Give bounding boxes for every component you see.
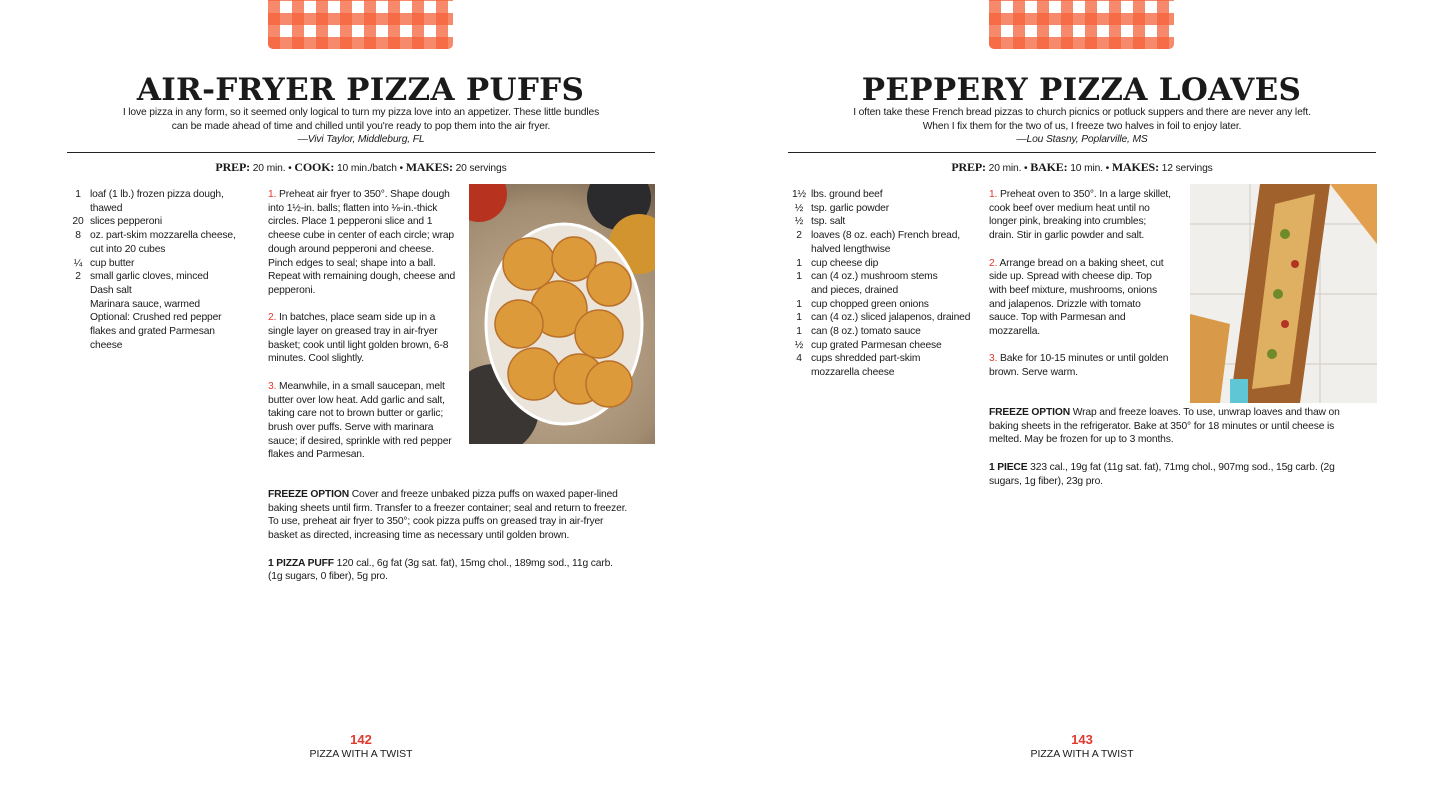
ingredient-quantity: ½ (794, 339, 804, 351)
byline: —Lou Stasny, Poplarville, MS (1016, 134, 1148, 146)
ingredient-text: cup butter (90, 257, 135, 269)
nutrition-facts (989, 461, 1344, 488)
ingredient-row (789, 243, 984, 257)
ingredient-quantity (68, 284, 88, 298)
ingredient-list (68, 188, 258, 352)
ingredient-row (789, 352, 984, 366)
page-footer (982, 732, 1182, 760)
freeze-option (989, 406, 1344, 447)
servings: 20 servings (455, 163, 507, 174)
bake-time: 10 min. • (1070, 163, 1110, 174)
step-number: 1. (268, 189, 277, 200)
recipe-title: AIR-FRYER PIZZA PUFFS (136, 72, 585, 108)
ingredient-text: loaf (1 lb.) frozen pizza dough, (90, 189, 224, 200)
section-title: PIZZA WITH A TWIST (309, 748, 413, 760)
ingredient-text: and pieces, drained (811, 284, 899, 296)
nutrition-label: 1 PIZZA PUFF (268, 557, 334, 569)
ingredient-row (68, 325, 258, 339)
directions (989, 188, 1171, 394)
direction-step (989, 188, 1171, 243)
pizza-puffs-illustration (469, 184, 655, 444)
gingham-banner (268, 0, 453, 49)
right-page (721, 0, 1442, 800)
nutrition-label: 1 PIECE (989, 461, 1028, 473)
divider (67, 152, 655, 153)
ingredient-row (789, 215, 984, 229)
recipe-meta (788, 160, 1376, 175)
ingredient-row (789, 298, 984, 312)
left-page (0, 0, 721, 800)
ingredient-text: Optional: Crushed red pepper (90, 312, 222, 324)
step-text: Meanwhile, in a small saucepan, melt butter over low heat. Add garlic and salt, taking care not to brown butter or garlic; brush over puffs. Serve with marinara sauce; if desired, sprinkle with red pepper flakes and Parmesan. (268, 380, 452, 461)
ingredient-row (68, 188, 258, 202)
ingredient-quantity: 1 (796, 326, 802, 338)
ingredient-text: can (4 oz.) mushroom stems (811, 271, 938, 283)
ingredient-quantity: ¼ (73, 257, 83, 269)
ingredient-row (789, 229, 984, 243)
direction-step (268, 188, 456, 298)
recipe-intro (788, 106, 1376, 147)
ingredient-text: cups shredded part-skim (811, 353, 921, 365)
bake-label: BAKE: (1030, 160, 1068, 174)
freeze-text: Wrap and freeze loaves. To use, unwrap loaves and thaw on baking sheets in the refrigerator. Bake at 350° for 18 minutes or until cheese is melted. May be frozen for up to 3 months. (989, 407, 1340, 446)
ingredient-quantity: 1½ (791, 189, 806, 200)
ingredient-text: flakes and grated Parmesan (90, 326, 215, 338)
page-number: 142 (350, 732, 372, 747)
ingredient-quantity (68, 202, 88, 216)
ingredient-text: cup cheese dip (811, 257, 879, 269)
step-number: 2. (268, 312, 277, 324)
ingredient-row (68, 298, 258, 312)
intro-line: When I fix them for the two of us, I freeze two halves in foil to enjoy later. (922, 120, 1242, 132)
step-text: Preheat air fryer to 350°. Shape dough into 1½-in. balls; flatten into ⅛-in.-thick circles. Place 1 pepperoni slice and 1 cheese cube in center of each circle; wrap dough around pepperoni and cheese. Pinch edges to seal; shape into a ball. Repeat with remaining dough, cheese and pepperoni. (268, 189, 456, 296)
ingredient-quantity: 1 (796, 312, 802, 324)
step-number: 3. (989, 353, 998, 365)
ingredient-quantity: 1 (796, 257, 802, 269)
nutrition-facts (268, 557, 628, 584)
ingredient-quantity: ½ (794, 216, 804, 228)
nutrition-text: 323 cal., 19g fat (11g sat. fat), 71mg chol., 907mg sod., 15g carb. (2g sugars, 1g fiber), 23g pro. (989, 461, 1335, 487)
freeze-label: FREEZE OPTION (268, 489, 350, 500)
ingredient-row (789, 284, 984, 298)
ingredient-text: Marinara sauce, warmed (90, 298, 201, 310)
step-text: Preheat oven to 350°. In a large skillet, cook beef over medium heat until no longer pink, breaking into crumbles; drain. Stir in garlic powder and salt. (989, 189, 1171, 242)
ingredient-text: cheese (90, 339, 123, 351)
ingredient-quantity (789, 284, 809, 298)
makes-label: MAKES: (1111, 160, 1159, 174)
servings: 12 servings (1161, 163, 1213, 174)
prep-label: PREP: (215, 160, 250, 174)
ingredient-text: Dash salt (90, 284, 132, 296)
step-text: In batches, place seam side up in a single layer on greased tray in air-fryer basket; cook until light golden brown, 6-8 minutes. Cool slightly. (268, 312, 449, 365)
ingredient-row (789, 257, 984, 271)
intro-line: I love pizza in any form, so it seemed only logical to turn my pizza love into an appetizer. These little bundles (122, 107, 600, 118)
ingredient-row (68, 202, 258, 216)
step-text: Arrange bread on a baking sheet, cut side up. Spread with cheese dip. Top with beef mixture, mushrooms, onions and jalapenos. Drizzle with tomato sauce. Top with Parmesan and mozzarella. (989, 257, 1164, 338)
ingredient-quantity (68, 243, 88, 257)
page-number: 143 (1071, 732, 1093, 747)
ingredient-text: cut into 20 cubes (90, 243, 166, 255)
step-number: 3. (268, 380, 277, 392)
section-title: PIZZA WITH A TWIST (1030, 748, 1134, 760)
ingredient-quantity: 2 (796, 230, 802, 242)
direction-step (989, 352, 1171, 379)
recipe-intro (67, 106, 655, 147)
ingredient-text: slices pepperoni (90, 216, 163, 228)
cook-label: COOK: (294, 160, 335, 174)
page-footer (261, 732, 461, 760)
ingredient-quantity (68, 298, 88, 312)
ingredient-quantity (68, 311, 88, 325)
recipe-meta (67, 160, 655, 175)
ingredient-quantity (789, 366, 809, 380)
freeze-and-nutrition (268, 488, 628, 598)
ingredient-text: mozzarella cheese (811, 367, 895, 379)
ingredient-text: can (4 oz.) sliced jalapenos, drained (811, 312, 971, 324)
freeze-and-nutrition (989, 406, 1344, 502)
intro-line: I often take these French bread pizzas to church picnics or potluck suppers and there are never any left. (853, 107, 1311, 118)
ingredient-row (68, 243, 258, 257)
ingredient-row (789, 339, 984, 353)
ingredient-quantity (68, 325, 88, 339)
prep-label: PREP: (951, 160, 986, 174)
step-number: 1. (989, 189, 998, 200)
ingredient-text: loaves (8 oz. each) French bread, (811, 230, 961, 242)
ingredient-quantity (789, 243, 809, 257)
ingredient-text: tsp. garlic powder (811, 202, 889, 214)
pizza-loaves-illustration (1190, 184, 1377, 403)
ingredient-quantity: 4 (796, 353, 802, 365)
ingredient-row (789, 311, 984, 325)
gingham-banner (989, 0, 1174, 49)
makes-label: MAKES: (405, 160, 453, 174)
direction-step (268, 311, 456, 366)
ingredient-row (789, 366, 984, 380)
ingredient-text: cup chopped green onions (811, 298, 929, 310)
byline: —Vivi Taylor, Middleburg, FL (297, 134, 425, 146)
pizza-loaves-photo (1190, 184, 1377, 403)
directions (268, 188, 456, 476)
ingredient-quantity: 1 (75, 189, 81, 200)
ingredient-row (789, 188, 984, 202)
divider (788, 152, 1376, 153)
ingredient-text: thawed (90, 202, 123, 214)
ingredient-quantity: 8 (75, 230, 81, 242)
ingredient-quantity: 1 (796, 271, 802, 283)
ingredient-quantity: 2 (75, 271, 81, 283)
ingredient-text: can (8 oz.) tomato sauce (811, 326, 921, 338)
direction-step (989, 257, 1171, 339)
ingredient-row (789, 270, 984, 284)
ingredient-row (68, 284, 258, 298)
cook-time: 10 min./batch • (336, 163, 404, 174)
ingredient-row (68, 339, 258, 353)
ingredient-text: lbs. ground beef (811, 189, 883, 200)
prep-time: 20 min. • (252, 163, 292, 174)
intro-line: can be made ahead of time and chilled until you're ready to pop them into the air fryer. (171, 120, 551, 132)
ingredient-list (789, 188, 984, 380)
ingredient-row (68, 257, 258, 271)
step-number: 2. (989, 257, 998, 269)
ingredient-row (68, 229, 258, 243)
ingredient-row (68, 311, 258, 325)
nutrition-text: 120 cal., 6g fat (3g sat. fat), 15mg chol., 189mg sod., 11g carb. (1g sugars, 0 fiber), 5g pro. (268, 557, 613, 583)
direction-step (268, 380, 456, 462)
ingredient-row (68, 270, 258, 284)
ingredient-quantity (68, 339, 88, 353)
freeze-label: FREEZE OPTION (989, 407, 1071, 418)
prep-time: 20 min. • (988, 163, 1028, 174)
ingredient-row (789, 325, 984, 339)
ingredient-row (68, 215, 258, 229)
ingredient-row (789, 202, 984, 216)
step-text: Bake for 10-15 minutes or until golden brown. Serve warm. (989, 353, 1169, 379)
freeze-option (268, 488, 628, 543)
pizza-puffs-photo (469, 184, 655, 444)
ingredient-quantity: 1 (796, 298, 802, 310)
ingredient-text: cup grated Parmesan cheese (811, 339, 942, 351)
ingredient-quantity: ½ (794, 202, 804, 214)
ingredient-text: oz. part-skim mozzarella cheese, (90, 230, 236, 242)
ingredient-text: small garlic cloves, minced (90, 271, 209, 283)
freeze-text: Cover and freeze unbaked pizza puffs on waxed paper-lined baking sheets until firm. Transfer to a freezer container; seal and return to freezer. To use, preheat air fryer to 350°; cook pizza puffs on greased tray in air-fryer basket as directed, increasing time as necessary until golden brown. (268, 489, 628, 542)
ingredient-text: tsp. salt (811, 216, 846, 228)
ingredient-text: halved lengthwise (811, 243, 891, 255)
ingredient-quantity: 20 (72, 216, 84, 228)
recipe-title: PEPPERY PIZZA LOAVES (861, 72, 1302, 108)
